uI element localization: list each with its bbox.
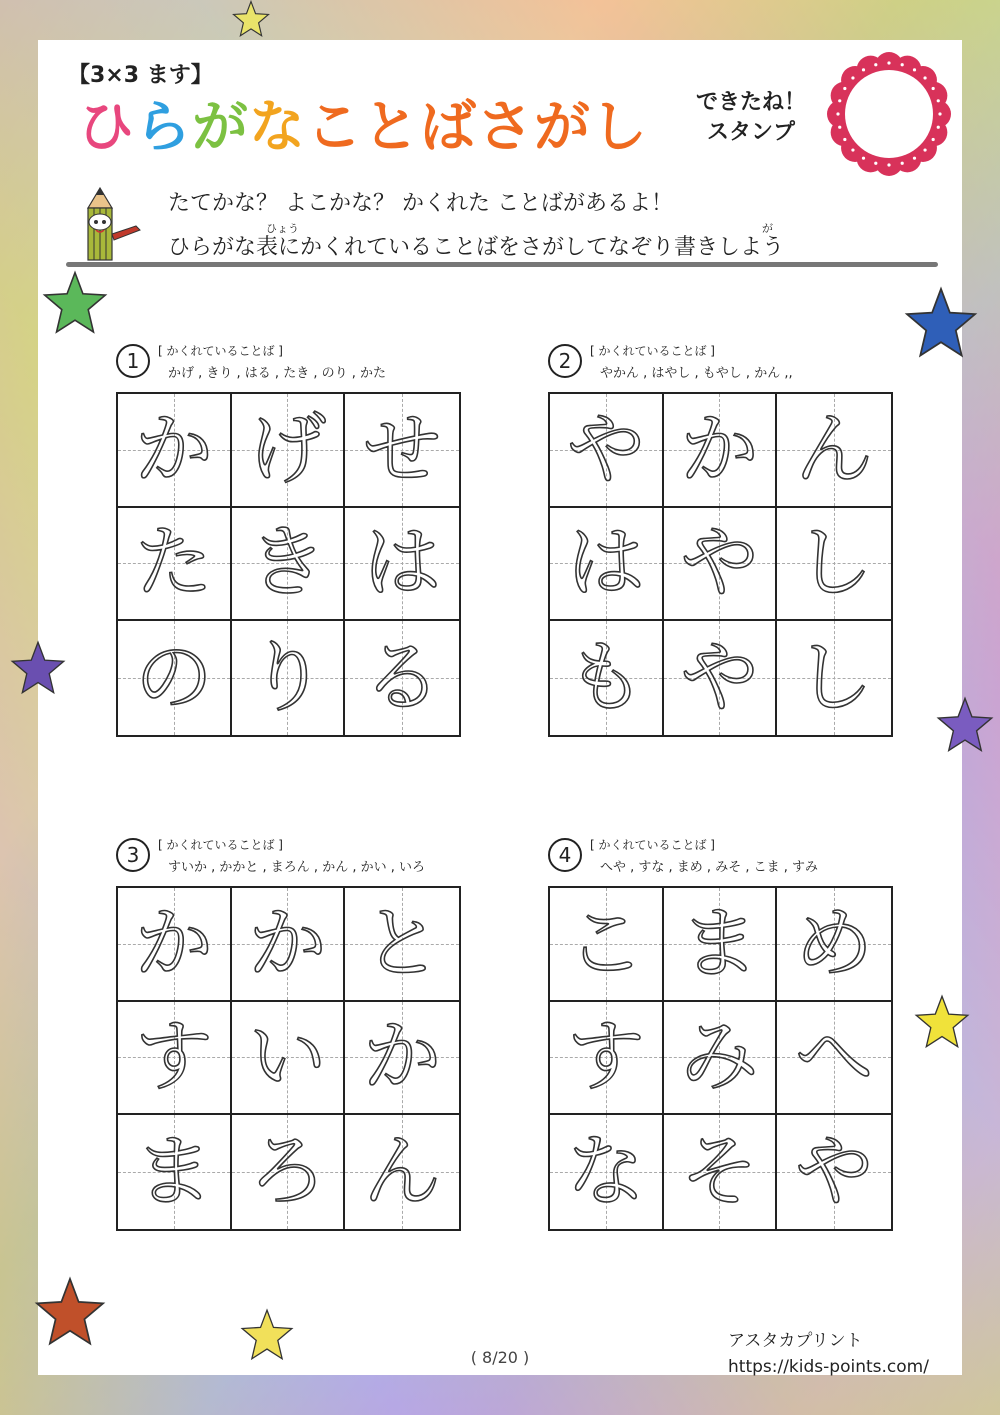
hidden-words-list: かげ , きり , はる , たき , のり , かた xyxy=(168,366,386,381)
title-letter: な xyxy=(249,95,306,160)
tracing-character: ろ xyxy=(248,1127,327,1218)
tracing-character: し xyxy=(795,633,874,724)
completion-stamp-circle xyxy=(820,52,958,176)
grid-cell[interactable] xyxy=(777,621,891,735)
tracing-character: の xyxy=(134,633,213,724)
star-decoration-yellow-top xyxy=(228,0,274,38)
tracing-character: も xyxy=(566,633,645,724)
pencil-mascot-icon xyxy=(78,186,164,264)
star-decoration-yellow-right xyxy=(914,994,970,1050)
grid-cell[interactable] xyxy=(232,394,346,508)
grid-cell[interactable] xyxy=(777,888,891,1002)
page-number: ( 8/20 ) xyxy=(470,1348,530,1367)
title-letter: ひ xyxy=(78,95,135,160)
hiragana-grid xyxy=(116,392,461,737)
grid-cell[interactable] xyxy=(550,394,664,508)
grid-cell[interactable] xyxy=(345,508,459,622)
grid-cell[interactable] xyxy=(664,621,778,735)
grid-cell[interactable] xyxy=(118,888,232,1002)
grid-cell[interactable] xyxy=(664,1002,778,1116)
tracing-character: き xyxy=(248,518,327,609)
puzzle-number: 1 xyxy=(116,344,150,378)
star-decoration-yellow-bottom xyxy=(240,1308,294,1362)
tracing-character: や xyxy=(680,518,759,609)
grid-cell[interactable] xyxy=(118,1002,232,1116)
grid-cell[interactable] xyxy=(345,621,459,735)
tracing-character: す xyxy=(134,1012,213,1103)
tracing-character: な xyxy=(566,1127,645,1218)
tracing-character: せ xyxy=(363,404,442,495)
grid-cell[interactable] xyxy=(777,508,891,622)
grid-cell[interactable] xyxy=(664,394,778,508)
tracing-character: や xyxy=(680,633,759,724)
tracing-character: や xyxy=(795,1127,874,1218)
ruby-ga: が xyxy=(762,222,773,235)
tracing-character: か xyxy=(680,404,759,495)
puzzle-number: 2 xyxy=(548,344,582,378)
grid-cell[interactable] xyxy=(118,1115,232,1229)
hidden-words-label: [ かくれていることば ] xyxy=(158,344,283,358)
star-decoration-purple-right xyxy=(936,696,994,754)
puzzle-number: 4 xyxy=(548,838,582,872)
tracing-character: み xyxy=(680,1012,759,1103)
grid-cell[interactable] xyxy=(118,394,232,508)
tracing-character: こ xyxy=(566,898,645,989)
grid-cell[interactable] xyxy=(664,1115,778,1229)
star-decoration-blue xyxy=(904,286,978,360)
tracing-character: へ xyxy=(795,1012,874,1103)
stamp-label: できたね！ スタンプ xyxy=(696,90,807,145)
tracing-character: や xyxy=(566,404,645,495)
grid-cell[interactable] xyxy=(550,508,664,622)
tracing-character: か xyxy=(248,898,327,989)
page-title xyxy=(78,96,648,160)
tracing-character: る xyxy=(363,633,442,724)
tracing-character: そ xyxy=(680,1127,759,1218)
star-decoration-brown xyxy=(34,1276,106,1348)
star-decoration-purple-left xyxy=(10,640,66,696)
tracing-character: か xyxy=(134,404,213,495)
hidden-words-list: すいか , かかと , まろん , かん , かい , いろ xyxy=(168,860,425,875)
ruby-hyou: ひょう xyxy=(266,222,299,235)
tracing-character: ん xyxy=(795,404,874,495)
grid-cell[interactable] xyxy=(232,508,346,622)
grid-cell[interactable] xyxy=(550,1115,664,1229)
grid-cell[interactable] xyxy=(664,508,778,622)
tracing-character: し xyxy=(795,518,874,609)
tracing-character: げ xyxy=(248,404,327,495)
title-letter: ら xyxy=(135,95,192,160)
tracing-character: い xyxy=(248,1012,327,1103)
hidden-words-label: [ かくれていることば ] xyxy=(590,838,715,852)
grid-cell[interactable] xyxy=(777,1115,891,1229)
hiragana-grid xyxy=(548,392,893,737)
grid-cell[interactable] xyxy=(232,888,346,1002)
tracing-character: ま xyxy=(680,898,759,989)
grid-cell[interactable] xyxy=(345,888,459,1002)
star-decoration-green xyxy=(42,270,108,336)
header-divider xyxy=(66,262,938,267)
grid-cell[interactable] xyxy=(345,1115,459,1229)
grid-cell[interactable] xyxy=(777,1002,891,1116)
hidden-words-list: へや , すな , まめ , みそ , こま , すみ xyxy=(600,860,818,875)
tracing-character: め xyxy=(795,898,874,989)
grid-cell[interactable] xyxy=(345,1002,459,1116)
tracing-character: か xyxy=(134,898,213,989)
title-part-hiragana xyxy=(78,95,306,160)
grid-cell[interactable] xyxy=(550,1002,664,1116)
title-letter: が xyxy=(192,95,249,160)
hiragana-grid xyxy=(548,886,893,1231)
grid-cell[interactable] xyxy=(118,621,232,735)
grid-cell[interactable] xyxy=(232,1002,346,1116)
title-part-kotoba-sagashi: ことばさがし xyxy=(306,95,648,160)
grid-cell[interactable] xyxy=(664,888,778,1002)
tracing-character: す xyxy=(566,1012,645,1103)
tracing-character: た xyxy=(134,518,213,609)
hidden-words-label: [ かくれていることば ] xyxy=(590,344,715,358)
tracing-character: ん xyxy=(363,1127,442,1218)
grid-cell[interactable] xyxy=(118,508,232,622)
instruction-line-1: たてかな？ よこかな？ かくれた ことばがあるよ！ xyxy=(168,191,673,216)
instruction-line-2: ひらがな表にかくれていることばをさがしてなぞり書きしよう xyxy=(168,235,785,260)
hidden-words-list: やかん , はやし , もやし , かん ,, xyxy=(600,366,793,381)
tracing-character: と xyxy=(363,898,442,989)
grid-cell[interactable] xyxy=(345,394,459,508)
puzzle-number: 3 xyxy=(116,838,150,872)
tracing-character: か xyxy=(363,1012,442,1103)
tracing-character: は xyxy=(363,518,442,609)
site-brand: アスタカプリント https://kids-points.com/ xyxy=(728,1331,929,1377)
grid-cell[interactable] xyxy=(232,621,346,735)
grid-cell[interactable] xyxy=(232,1115,346,1229)
grid-cell[interactable] xyxy=(550,888,664,1002)
hiragana-grid xyxy=(116,886,461,1231)
tracing-character: は xyxy=(566,518,645,609)
tracing-character: ま xyxy=(134,1127,213,1218)
grid-size-tag: 【3×3 ます】 xyxy=(68,63,213,88)
hidden-words-label: [ かくれていることば ] xyxy=(158,838,283,852)
grid-cell[interactable] xyxy=(550,621,664,735)
grid-cell[interactable] xyxy=(777,394,891,508)
tracing-character: り xyxy=(248,633,327,724)
